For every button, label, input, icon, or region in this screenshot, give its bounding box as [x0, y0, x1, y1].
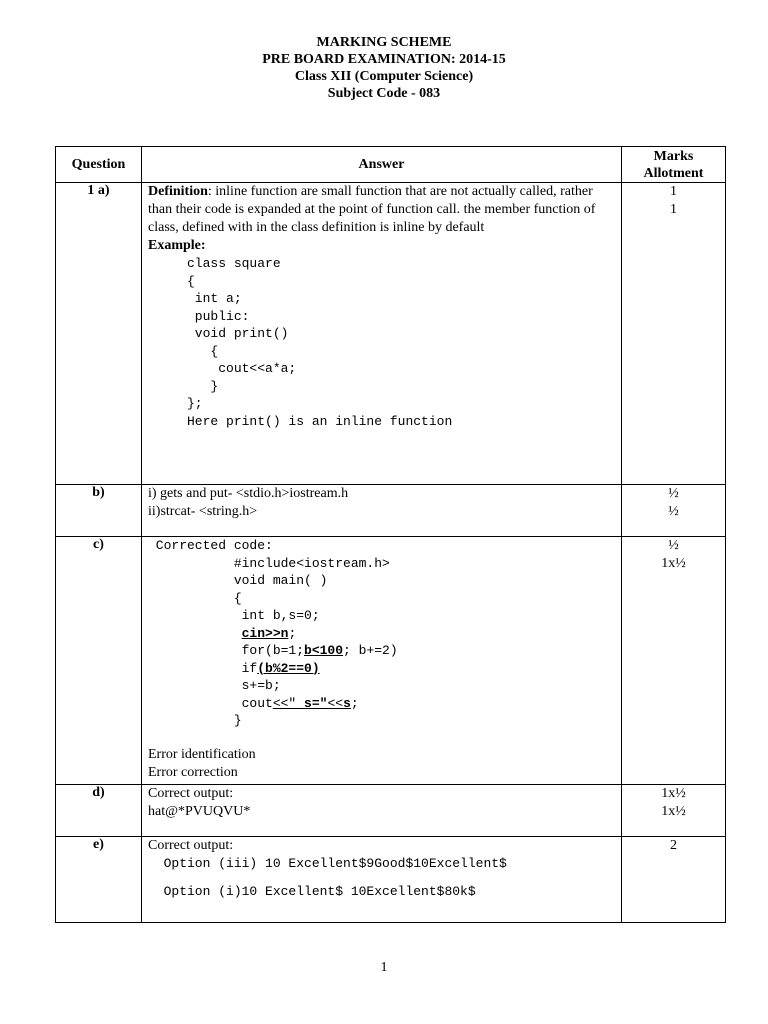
header-subject-code: Subject Code - 083	[327, 86, 441, 101]
page-number: 1	[380, 960, 388, 975]
code-line	[148, 625, 615, 643]
marks-cell	[622, 537, 726, 785]
code-line: Option (iii) 10 Excellent$9Good$10Excellent$	[148, 856, 507, 871]
corrected-token: <<"	[272, 695, 297, 711]
code-line	[148, 695, 615, 713]
corrected-token: s	[343, 695, 351, 711]
example-label: Example:	[148, 238, 206, 253]
code-line: }	[148, 378, 219, 394]
table-row-e	[56, 837, 726, 923]
question-label: b)	[56, 485, 142, 537]
answer-line: hat@*PVUQVU*	[148, 804, 251, 819]
marking-scheme-table	[55, 146, 726, 923]
mark-value: 1	[670, 184, 677, 199]
code-text: cout	[148, 695, 273, 711]
header-marks-line1: Marks	[653, 148, 694, 164]
table-row-d	[56, 785, 726, 837]
answer-cell	[142, 837, 622, 923]
table-row-b	[56, 485, 726, 537]
code-line: Corrected code:	[148, 538, 273, 553]
definition-text	[148, 183, 615, 237]
code-line: int a;	[148, 291, 242, 306]
code-text: for(b=1;	[148, 643, 305, 658]
code-text: ; b+=2)	[343, 643, 398, 658]
corrected-token: (b%2==0)	[257, 660, 320, 676]
answer-line: Error identification	[148, 746, 256, 762]
code-text: ;	[288, 625, 297, 641]
code-line: s+=b;	[148, 678, 281, 693]
question-label: e)	[56, 837, 142, 923]
code-line: public:	[148, 308, 250, 324]
question-label: c)	[56, 537, 142, 785]
mark-value: 1x½	[661, 556, 686, 571]
code-line: class square	[148, 256, 281, 271]
mark-value: ½	[668, 504, 679, 519]
code-line: #include<iostream.h>	[148, 555, 390, 571]
definition-label: Definition	[148, 184, 208, 199]
corrected-token: b<100	[304, 643, 344, 658]
header-marks-line2: Allotment	[643, 165, 704, 181]
header-answer: Answer	[142, 147, 622, 183]
answer-cell	[142, 183, 622, 485]
code-line: }	[148, 713, 242, 728]
header-class: Class XII (Computer Science)	[294, 69, 474, 84]
code-line: cout<<a*a;	[148, 361, 297, 376]
definition-body: : inline function are small function that are not actually called, rather than their code is expanded at the point of function call. the member function of class, defined with in the class definition is inline by default	[148, 184, 596, 235]
table-row-c	[56, 537, 726, 785]
answer-line: Correct output:	[148, 786, 234, 801]
code-line	[148, 642, 615, 660]
code-line: int b,s=0;	[148, 608, 320, 623]
answer-line: Correct output:	[148, 838, 234, 853]
answer-line: ii)strcat- <string.h>	[148, 504, 258, 519]
corrected-token: cin>>n	[241, 625, 289, 641]
code-line: Here print() is an inline function	[148, 413, 453, 429]
code-line: void main( )	[148, 573, 328, 588]
mark-value: ½	[668, 486, 679, 501]
code-line	[148, 660, 615, 678]
answer-cell	[142, 785, 622, 837]
code-text: if	[148, 660, 258, 676]
code-line: };	[148, 396, 203, 411]
answer-line: Error correction	[148, 764, 238, 780]
code-text: ;	[350, 695, 359, 711]
corrected-token: s="	[296, 695, 328, 711]
marks-cell	[622, 785, 726, 837]
code-line: {	[148, 590, 242, 606]
mark-value: ½	[668, 538, 679, 553]
mark-value: 1	[670, 202, 677, 217]
answer-cell	[142, 485, 622, 537]
mark-value: 1x½	[661, 786, 686, 801]
header-exam: PRE BOARD EXAMINATION: 2014-15	[262, 52, 506, 67]
answer-cell	[142, 537, 622, 785]
marks-cell	[622, 485, 726, 537]
code-line: {	[148, 273, 195, 289]
table-header-row	[56, 147, 726, 183]
code-indent	[148, 626, 242, 641]
question-label: d)	[56, 785, 142, 837]
header-question: Question	[56, 147, 142, 183]
code-line: {	[148, 343, 219, 359]
marks-cell	[622, 837, 726, 923]
header-marks	[622, 147, 726, 183]
marks-cell	[622, 183, 726, 485]
header-title: MARKING SCHEME	[316, 35, 452, 50]
code-line: Option (i)10 Excellent$ 10Excellent$80k$	[148, 883, 476, 899]
answer-line: i) gets and put- <stdio.h>iostream.h	[148, 486, 349, 501]
code-line: void print()	[148, 326, 289, 341]
table-row-1a	[56, 183, 726, 485]
question-label: 1 a)	[56, 183, 142, 485]
document-header	[0, 34, 768, 102]
corrected-token: <<	[327, 695, 344, 711]
mark-value: 2	[670, 838, 677, 853]
mark-value: 1x½	[661, 804, 686, 819]
